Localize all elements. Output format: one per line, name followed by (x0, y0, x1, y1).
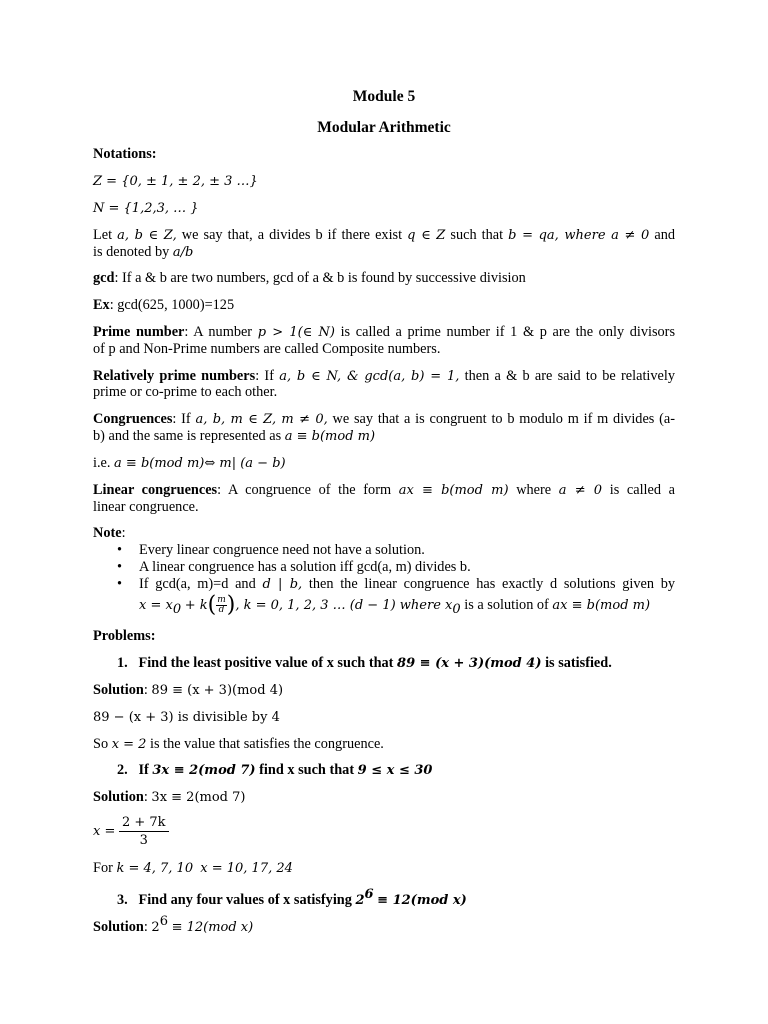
problem-2-solution: Solution: 3x ≡ 2(mod 7) (93, 789, 246, 805)
fraction: $\frac{2 + 7k}{3}$ (119, 814, 169, 849)
page-subtitle: Modular Arithmetic (317, 119, 451, 136)
naturals-definition: N = {1,2,3, … } (93, 201, 199, 216)
prime-definition-line2: of p and Non-Prime numbers are called Composite numbers. (93, 341, 441, 357)
integers-definition: Z = {0, ± 1, ± 2, ± 3 …} (93, 174, 258, 189)
note-bullet-1: Every linear congruence need not have a solution. (139, 542, 425, 558)
problem-1-solution: Solution: 89 ≡ (x + 3)(mod 4) (93, 682, 284, 698)
prime-definition-line1: Prime number: A number p > 1(∈ N) is called a prime number if 1 & p are the only divisors (93, 324, 676, 340)
problem-1-step-2: So x = 2 is the value that satisfies the congruence. (93, 736, 384, 752)
problems-heading: Problems: (93, 628, 156, 644)
divides-definition-line1: Let a, b ∈ Z, we say that, a divides b if there exist q ∈ Z such that b = qa, where a ≠ 0 and (93, 227, 675, 243)
linear-congruence-line2: linear congruence. (93, 499, 199, 515)
linear-congruence-line1: Linear congruences: A congruence of the form ax ≡ b(mod m) where a ≠ 0 is called a (93, 482, 675, 498)
problem-3-statement: 3. Find any four values of x satisfying $2^6 \equiv 12(mod$ x) (117, 887, 467, 908)
congruences-line2: b) and the same is represented as a ≡ b(mod m) (93, 428, 376, 444)
congruence-equivalence: i.e. a ≡ b(mod m)⇔ m| (a − b) (93, 455, 286, 471)
problem-1-statement: 1. Find the least positive value of x such that 89 ≡ (x + 3)(mod 4) is satisfied. (117, 655, 612, 671)
problem-2-result: For k = 4, 7, 10 x = 10, 17, 24 (93, 860, 293, 876)
note-bullet-3-line1: If gcd(a, m)=d and d | b, then the linear congruence has exactly d solutions given by (139, 576, 675, 592)
relatively-prime-line1: Relatively prime numbers: If a, b ∈ N, & gcd(a, b) = 1, then a & b are said to be relatively (93, 368, 675, 384)
bullet-marker: • (117, 559, 123, 575)
problem-1-step-1: 89 − (x + 3) is divisible by 4 (93, 710, 280, 725)
bullet-marker: • (117, 542, 123, 558)
congruences-line1: Congruences: If a, b, m ∈ Z, m ≠ 0, we say that a is congruent to b modulo m if m divides (a- (93, 411, 676, 427)
problem-3-solution: Solution: $2^6 \equiv 12(mod$ x) (93, 914, 254, 935)
gcd-definition: gcd: If a & b are two numbers, gcd of a & b is found by successive division (93, 270, 526, 286)
problem-2-statement: 2. If 3x ≡ 2(mod 7) find x such that 9 ≤ x ≤ 30 (117, 762, 433, 778)
notations-heading: Notations: (93, 146, 157, 162)
note-bullet-2: A linear congruence has a solution iff gcd(a, m) divides b. (139, 559, 471, 575)
gcd-example: Ex: gcd(625, 1000)=125 (93, 297, 235, 313)
m-over-d-fraction: $\frac{m}{d}$ (217, 595, 226, 616)
bullet-marker: • (117, 576, 123, 592)
relatively-prime-line2: prime or co-prime to each other. (93, 384, 278, 400)
note-bullet-3-formula: $x = x_0 + k$( $\frac{m}{d}$ ), k = 0, 1, 2, 3 … (d − 1) where $x_0$ is a solution of ax ≡ b(mod m) (139, 592, 651, 618)
note-heading: Note: (93, 525, 126, 541)
problem-2-fraction: x = $\frac{2 + 7k}{3}$ (93, 814, 675, 849)
divides-definition-line2: is denoted by a/b (93, 244, 194, 260)
page-title: Module 5 (352, 88, 416, 105)
